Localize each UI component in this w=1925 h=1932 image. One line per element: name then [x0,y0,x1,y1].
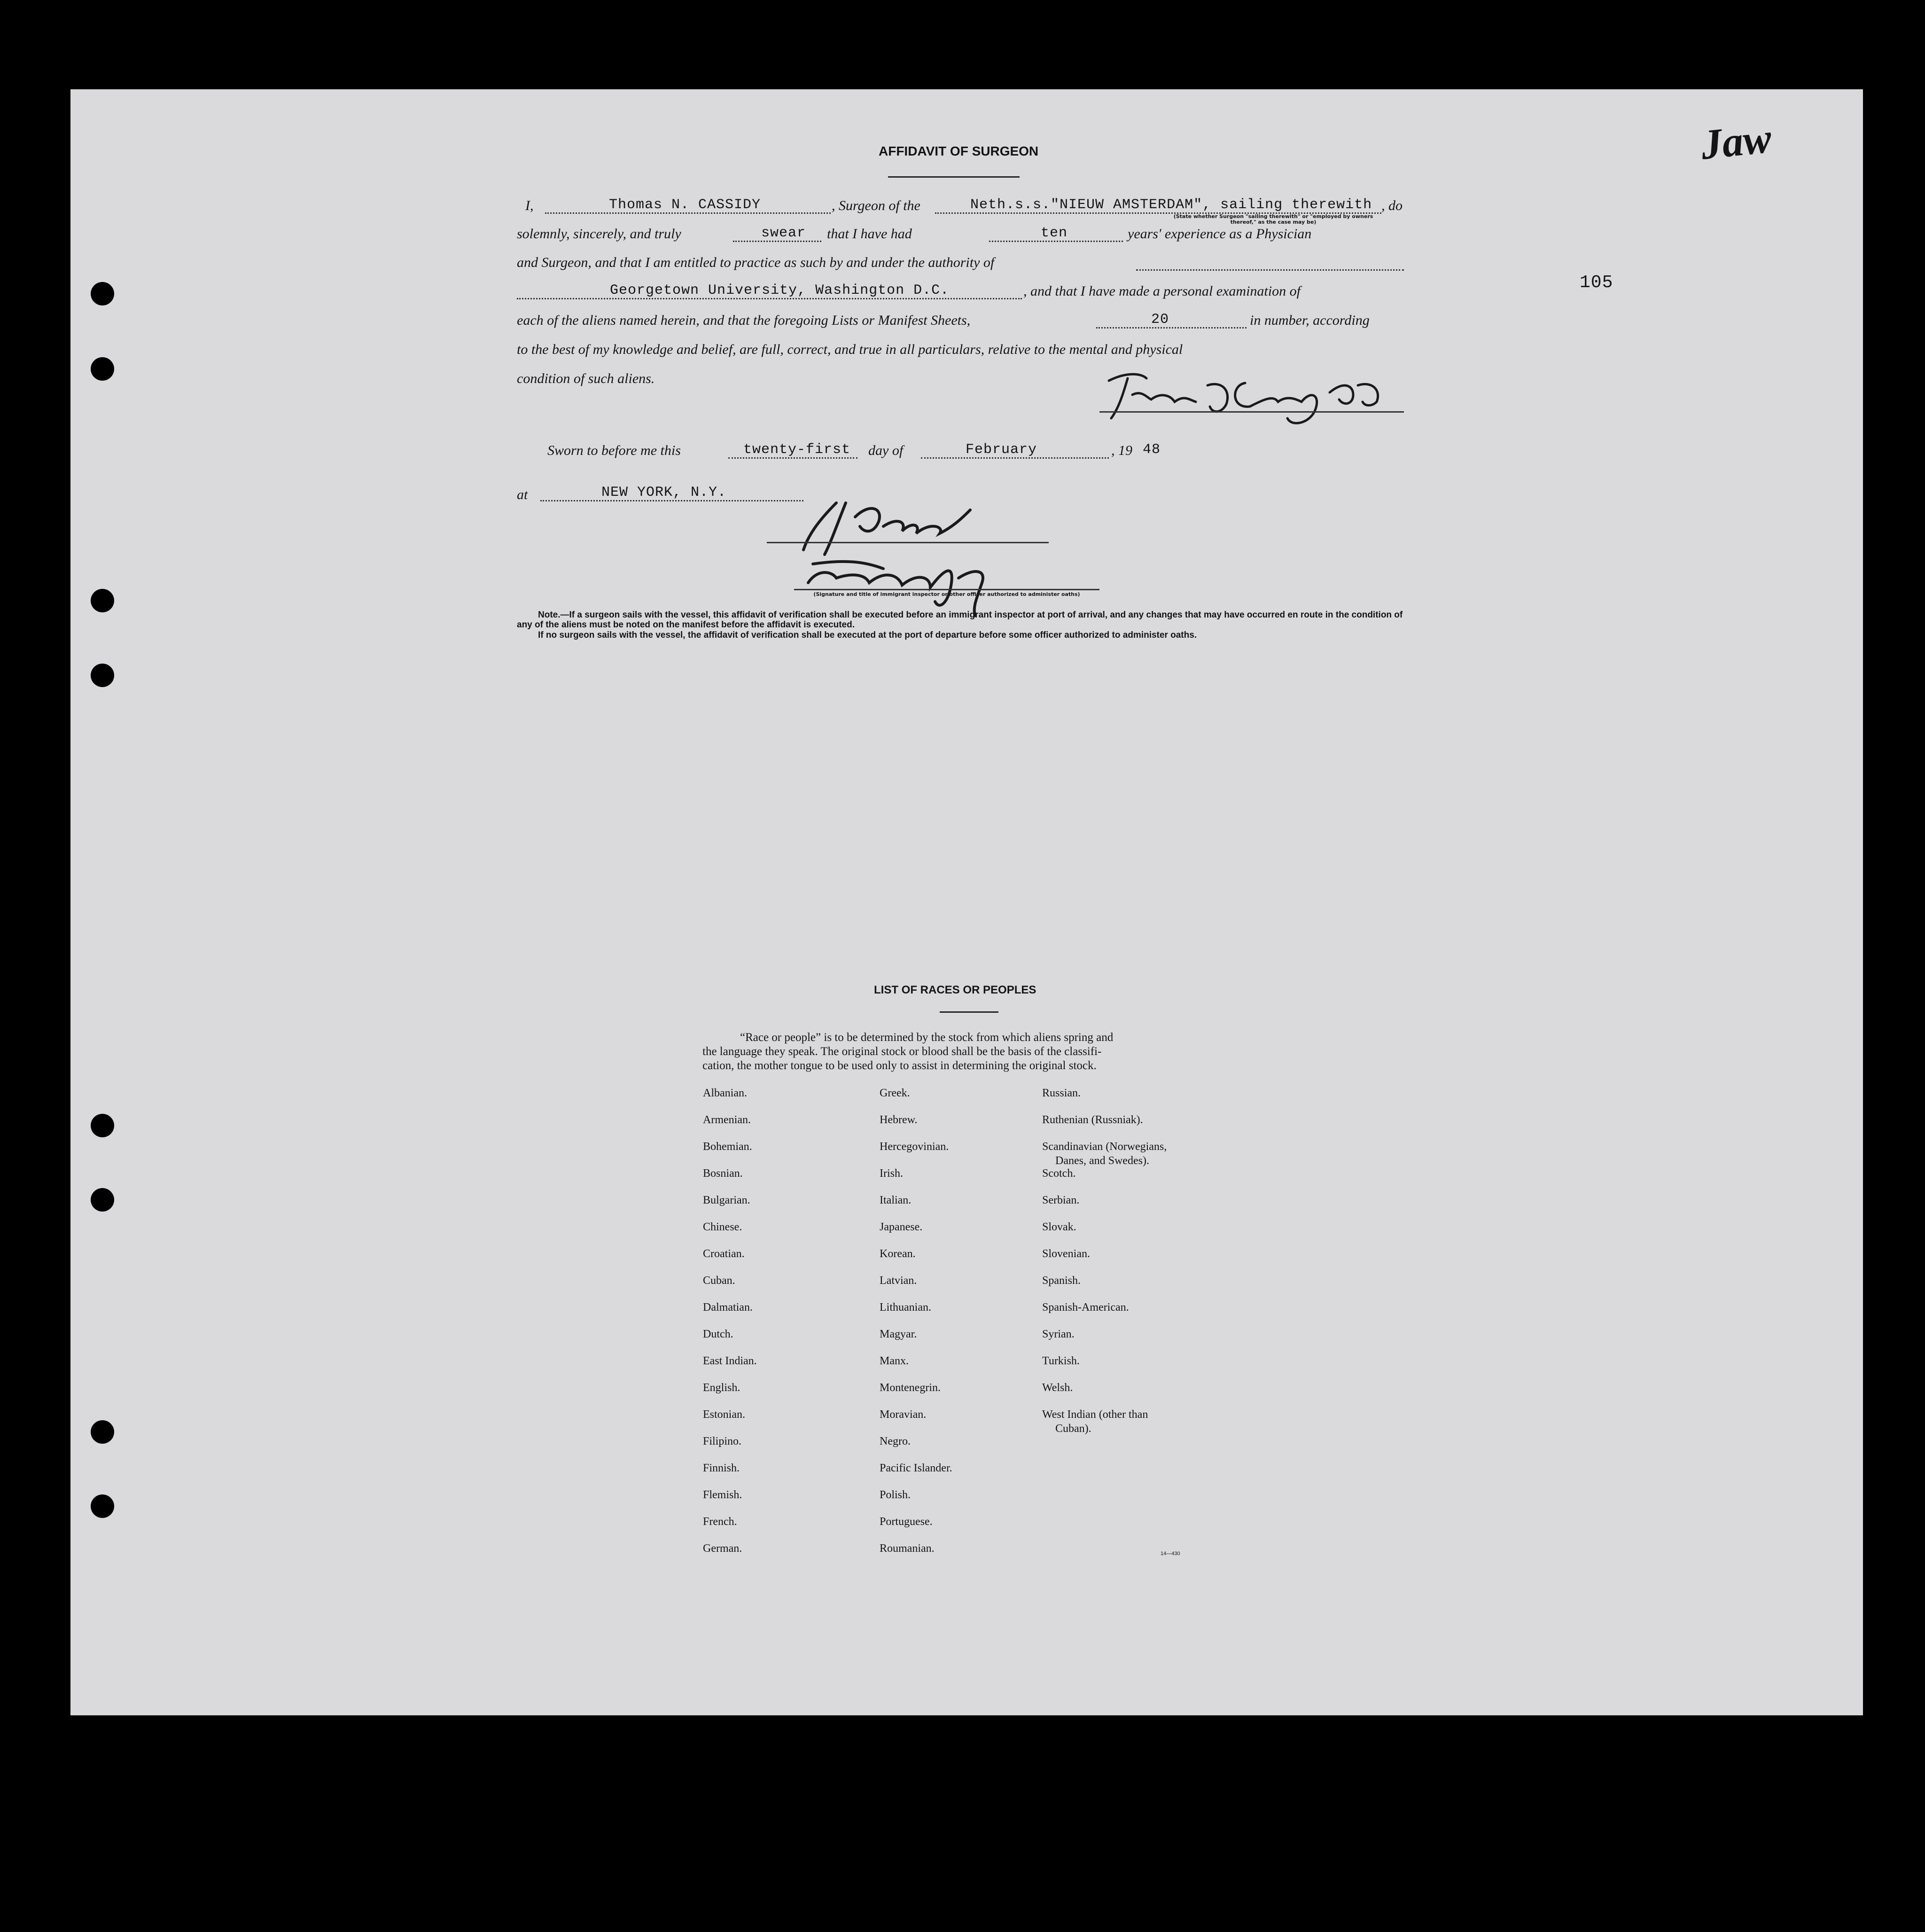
fill-line [1096,327,1247,329]
place-value: NEW YORK, N.Y. [601,485,727,501]
race-item: Estonian. [703,1408,745,1421]
race-item: Filipino. [703,1435,742,1447]
race-item: Hercegovinian. [880,1141,949,1153]
race-item: French. [703,1516,737,1528]
fill-line [1136,269,1404,271]
race-item: Hebrew. [880,1114,918,1126]
race-item: Russian. [1042,1087,1081,1099]
race-item: German. [703,1542,742,1555]
race-item: Manx. [880,1355,909,1367]
race-item: Albanian. [703,1087,747,1099]
punch-hole [91,282,114,305]
text-line: , Surgeon of the [832,198,920,213]
punch-hole [91,589,114,612]
race-item: Lithuanian. [880,1301,931,1314]
race-item: Dutch. [703,1328,733,1340]
race-item: Ruthenian (Russniak). [1042,1114,1143,1126]
signature-caption: (Signature and title of immigrant inspector or other officer authorized to administer oaths) [813,591,1080,597]
sheets-value: 20 [1151,312,1169,328]
document-sheet [70,89,1863,1715]
race-item: Armenian. [703,1114,751,1126]
race-item: Welsh. [1042,1382,1073,1394]
race-item: Japanese. [880,1221,923,1233]
race-item: Korean. [880,1248,916,1260]
intro-line: “Race or people” is to be determined by the stock from which aliens spring and [740,1031,1114,1044]
race-item: Latvian. [880,1275,917,1287]
punch-hole [91,1494,114,1518]
oath-value: swear [761,225,806,241]
race-item: Irish. [880,1167,903,1180]
race-item: Magyar. [880,1328,917,1340]
text-line: at [517,487,528,502]
text-line: , and that I have made a personal examination of [1023,283,1301,299]
race-item: Cuban). [1055,1423,1091,1435]
race-item: Negro. [880,1435,911,1447]
text-line: to the best of my knowledge and belief, are full, correct, and true in all particulars, relative to the mental and physical [517,342,1183,357]
race-item: Moravian. [880,1408,927,1421]
sworn-year: 48 [1143,442,1161,458]
races-title-rule [940,1011,998,1013]
text-line: that I have had [827,226,912,242]
intro-line: the language they speak. The original stock or blood shall be the basis of the classifi- [702,1045,1102,1058]
inspector-signature-line [794,589,1099,590]
form-number: 14—430 [1161,1551,1180,1557]
race-item: Slovenian. [1042,1248,1090,1260]
text-line: and Surgeon, and that I am entitled to practice as such by and under the authority of [517,255,995,270]
race-item: Turkish. [1042,1355,1080,1367]
inspector-signature [789,489,1090,625]
authority-value: Georgetown University, Washington D.C. [610,282,950,298]
race-item: Polish. [880,1489,911,1501]
race-item: Italian. [880,1194,912,1206]
inspector-signature-rule [767,542,1049,543]
text-line: , do [1381,198,1403,213]
race-item: Croatian. [703,1248,745,1260]
race-item: East Indian. [703,1355,757,1367]
races-title: LIST OF RACES OR PEOPLES [874,984,1037,996]
text-line: solemnly, sincerely, and truly [517,226,681,242]
races-intro [702,1031,1215,1073]
race-item: Greek. [880,1087,910,1099]
race-item: Montenegrin. [880,1382,941,1394]
years-value: ten [1041,225,1068,241]
race-item: Danes, and Swedes). [1055,1155,1149,1167]
race-item: Portuguese. [880,1516,933,1528]
text-line: years' experience as a Physician [1128,226,1312,242]
race-item: Finnish. [703,1462,740,1474]
race-item: Syrian. [1042,1328,1075,1340]
surgeon-name: Thomas N. CASSIDY [609,197,761,213]
punch-hole [91,1420,114,1444]
sworn-month: February [966,442,1037,458]
text-line: I, [525,198,534,213]
vessel-name: Neth.s.s."NIEUW AMSTERDAM", sailing therewith [970,197,1372,213]
title-rule [888,176,1020,178]
text-line: condition of such aliens. [517,371,655,386]
punch-hole [91,664,114,687]
race-item: English. [703,1382,740,1394]
intro-line: cation, the mother tongue to be used only to assist in determining the original stock. [702,1059,1097,1072]
page-number: 105 [1580,273,1613,293]
race-item: Spanish. [1042,1275,1081,1287]
punch-hole [91,1114,114,1137]
text-line: day of [868,443,904,458]
race-item: Roumanian. [880,1542,935,1555]
note-paragraph: Note.—If a surgeon sails with the vessel, this affidavit of verification shall be executed before an immigrant inspector at port of arrival, and any changes that may have occurred en route in the condition of any of the aliens must be noted on the manifest before the affidavit is executed. [517,610,1403,630]
race-item: Serbian. [1042,1194,1080,1206]
race-item: Scotch. [1042,1167,1076,1180]
race-item: Scandinavian (Norwegians, [1042,1141,1167,1153]
race-item: Cuban. [703,1275,735,1287]
note-paragraph: If no surgeon sails with the vessel, the affidavit of verification shall be executed at the port of departure before some officer authorized to administer oaths. [538,630,1197,640]
text-line: in number, according [1250,313,1370,328]
affidavit-title: AFFIDAVIT OF SURGEON [879,144,1039,158]
race-item: Bulgarian. [703,1194,750,1206]
text-line: , 19 [1111,443,1132,458]
race-item: Chinese. [703,1221,742,1233]
surgeon-signature [1090,362,1410,432]
sworn-day: twenty-first [743,442,851,458]
race-item: Pacific Islander. [880,1462,952,1474]
race-item: Bohemian. [703,1141,752,1153]
margin-mark: Jaw [1699,115,1774,169]
punch-hole [91,357,114,381]
race-item: Flemish. [703,1489,742,1501]
race-item: Dalmatian. [703,1301,753,1314]
race-item: West Indian (other than [1042,1408,1148,1421]
punch-hole [91,1188,114,1212]
surgeon-signature-line [1099,411,1404,413]
text-line: Sworn to before me this [547,443,681,458]
race-item: Slovak. [1042,1221,1076,1233]
race-item: Bosnian. [703,1167,743,1180]
vessel-note: (State whether Surgeon "sailing therewith" or "employed by owners thereof," as the case may be) [1173,213,1373,225]
race-item: Spanish-American. [1042,1301,1129,1314]
text-line: each of the aliens named herein, and that the foregoing Lists or Manifest Sheets, [517,313,971,328]
